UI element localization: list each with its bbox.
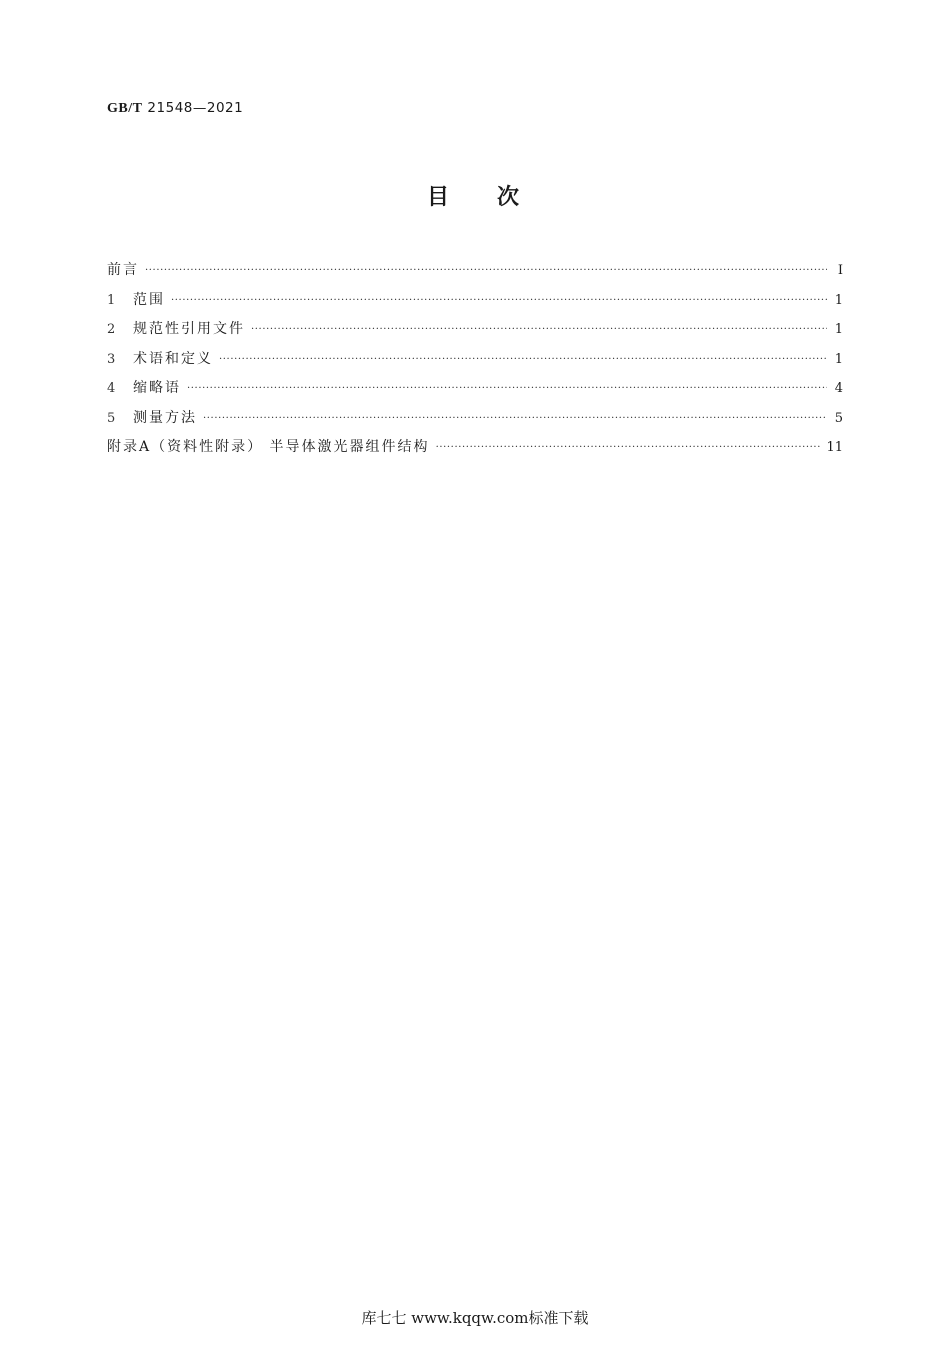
toc-dot-leader <box>219 354 827 365</box>
toc-entry-number: 5 <box>107 410 116 426</box>
toc-entry-number: 1 <box>107 292 116 308</box>
toc-entry-number: 3 <box>107 351 116 367</box>
toc-entry-label: 测量方法 <box>133 409 197 426</box>
toc-entry-label: 附录A（资料性附录） 半导体激光器组件结构 <box>107 439 430 455</box>
toc-entry-page: 5 <box>834 410 843 426</box>
toc-entry-annex-a[interactable] <box>107 436 843 466</box>
toc-entry-abbreviations[interactable] <box>107 377 843 407</box>
toc-entry-measurement-methods[interactable] <box>107 407 843 437</box>
toc-entry-label: 范围 <box>133 291 165 308</box>
toc-dot-leader <box>436 442 821 453</box>
toc-entry-label: 前言 <box>107 262 139 278</box>
toc-entry-foreword[interactable] <box>107 259 843 289</box>
table-of-contents <box>107 259 843 466</box>
toc-dot-leader <box>171 295 827 306</box>
toc-entry-label: 术语和定义 <box>133 350 213 367</box>
page-title: 目次 <box>426 185 567 210</box>
toc-dot-leader <box>145 265 827 276</box>
toc-entry-page: 11 <box>826 440 843 455</box>
toc-entry-page: Ⅰ <box>837 263 843 278</box>
footer-watermark-text: 库七七 www.kqqw.com标准下载 <box>361 1309 589 1327</box>
toc-entry-page: 1 <box>834 322 843 337</box>
toc-entry-label: 规范性引用文件 <box>133 321 245 337</box>
toc-dot-leader <box>251 324 827 335</box>
toc-entry-number: 4 <box>107 381 116 396</box>
toc-entry-page: 4 <box>834 381 843 396</box>
toc-dot-leader <box>187 383 827 394</box>
toc-entry-scope[interactable] <box>107 289 843 319</box>
toc-entry-page: 1 <box>834 351 843 367</box>
toc-entry-label: 缩略语 <box>133 380 181 396</box>
standard-code-header <box>107 100 243 117</box>
toc-entry-terms-definitions[interactable] <box>107 348 843 378</box>
toc-entry-page: 1 <box>834 292 843 308</box>
toc-entry-normative-references[interactable] <box>107 318 843 348</box>
toc-dot-leader <box>203 413 827 424</box>
standard-code-number: 21548—2021 <box>147 100 244 116</box>
standard-code-prefix: GB/T <box>107 101 143 116</box>
toc-entry-number: 2 <box>107 322 116 337</box>
